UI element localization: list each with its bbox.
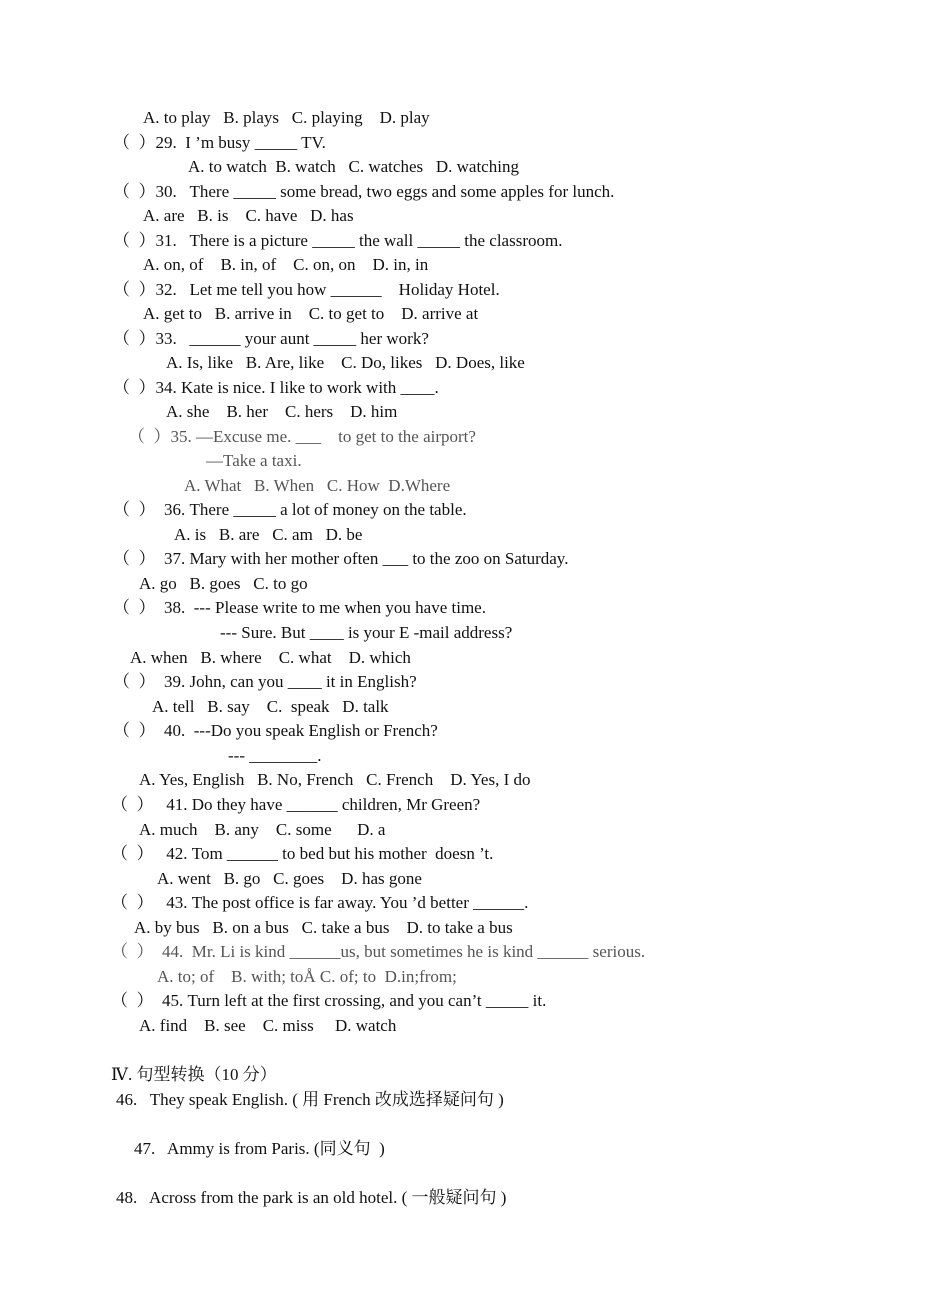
q44-options: A. to; of B. with; toÅ C. of; to D.in;from; xyxy=(157,967,457,986)
q30-options: A. are B. is C. have D. has xyxy=(143,206,354,225)
q40-question: （ ） 40. ---Do you speak English or French? xyxy=(113,721,438,740)
q43-options: A. by bus B. on a bus C. take a bus D. to take a bus xyxy=(134,918,513,937)
q33-options: A. Is, like B. Are, like C. Do, likes D. Does, like xyxy=(166,353,525,372)
q29-options: A. to watch B. watch C. watches D. watching xyxy=(188,157,519,176)
q46-prompt: 46. They speak English. ( 用 French 改成选择疑问句 ) xyxy=(116,1090,504,1109)
q38-answer-line: --- Sure. But ____ is your E -mail address? xyxy=(220,623,513,642)
q42-question: （ ） 42. Tom ______ to bed but his mother doesn ’t. xyxy=(111,844,494,863)
q41-options: A. much B. any C. some D. a xyxy=(139,820,386,839)
q35-options: A. What B. When C. How D.Where xyxy=(184,476,451,495)
q38-options: A. when B. where C. what D. which xyxy=(130,648,411,667)
q33-question: （ ）33. ______ your aunt _____ her work? xyxy=(113,329,429,348)
q45-question: （ ） 45. Turn left at the first crossing, and you can’t _____ it. xyxy=(111,991,547,1010)
q35-answer-line: —Take a taxi. xyxy=(206,451,302,470)
q45-options: A. find B. see C. miss D. watch xyxy=(139,1016,397,1035)
q39-question: （ ） 39. John, can you ____ it in English? xyxy=(113,672,417,691)
q44-question: （ ） 44. Mr. Li is kind ______us, but sometimes he is kind ______ serious. xyxy=(111,942,646,961)
q36-question: （ ） 36. There _____ a lot of money on the table. xyxy=(113,500,467,519)
q43-question: （ ） 43. The post office is far away. You ’d better ______. xyxy=(111,893,529,912)
q31-question: （ ）31. There is a picture _____ the wall _____ the classroom. xyxy=(113,231,563,250)
q34-question: （ ）34. Kate is nice. I like to work with ____. xyxy=(113,378,439,397)
q29-question: （ ）29. I ’m busy _____ TV. xyxy=(113,133,326,152)
q37-options: A. go B. goes C. to go xyxy=(139,574,308,593)
q31-options: A. on, of B. in, of C. on, on D. in, in xyxy=(143,255,429,274)
q32-options: A. get to B. arrive in C. to get to D. arrive at xyxy=(143,304,479,323)
q40-answer-line: --- ________. xyxy=(228,746,322,765)
q30-question: （ ）30. There _____ some bread, two eggs and some apples for lunch. xyxy=(113,182,615,201)
section-iv-heading: Ⅳ. 句型转换（10 分） xyxy=(111,1065,277,1084)
q42-options: A. went B. go C. goes D. has gone xyxy=(157,869,422,888)
q47-prompt: 47. Ammy is from Paris. (同义句 ) xyxy=(134,1139,385,1158)
q34-options: A. she B. her C. hers D. him xyxy=(166,402,398,421)
q28-options: A. to play B. plays C. playing D. play xyxy=(143,108,430,127)
q32-question: （ ）32. Let me tell you how ______ Holiday Hotel. xyxy=(113,280,500,299)
q39-options: A. tell B. say C. speak D. talk xyxy=(152,697,389,716)
q41-question: （ ） 41. Do they have ______ children, Mr Green? xyxy=(111,795,481,814)
q37-question: （ ） 37. Mary with her mother often ___ to the zoo on Saturday. xyxy=(113,549,569,568)
q35-question: （ ）35. —Excuse me. ___ to get to the airport? xyxy=(128,427,476,446)
q48-prompt: 48. Across from the park is an old hotel. ( 一般疑问句 ) xyxy=(116,1188,507,1207)
q40-options: A. Yes, English B. No, French C. French D. Yes, I do xyxy=(139,770,531,789)
q38-question: （ ） 38. --- Please write to me when you have time. xyxy=(113,598,486,617)
q36-options: A. is B. are C. am D. be xyxy=(174,525,363,544)
